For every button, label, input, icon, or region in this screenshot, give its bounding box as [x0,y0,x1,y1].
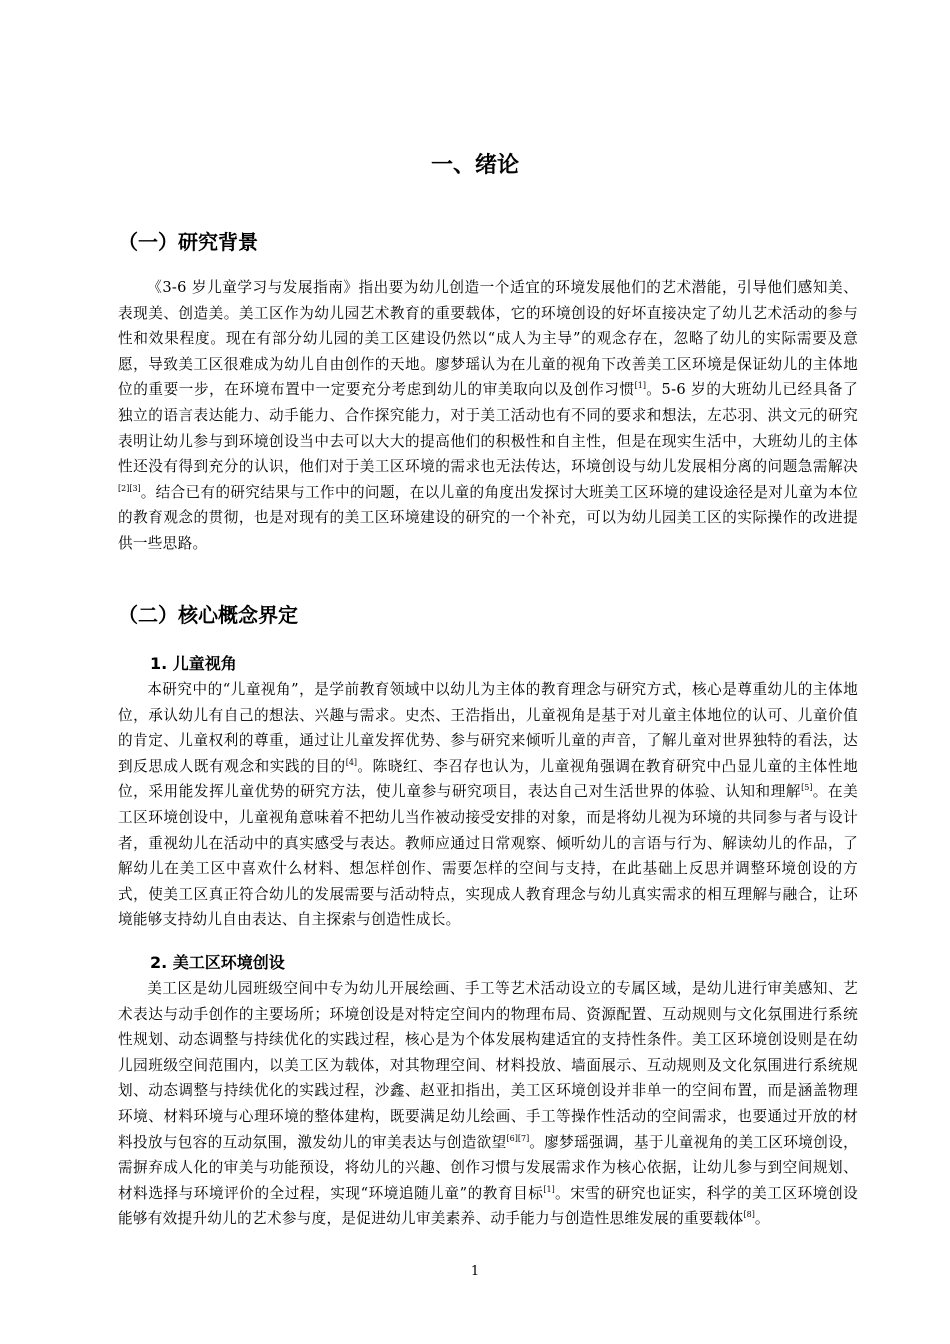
paragraph-research-background [118,275,858,557]
section-title-research-background: （一）研究背景 [118,230,258,254]
citation-ref: [1] [634,381,646,391]
chapter-title: 一、绪论 [430,153,519,178]
citation-ref: [5] [801,783,813,793]
paragraph-text: 。结合已有的研究结果与工作中的问题，在以儿童的角度出发探讨大班美工区环境的建设途径是对儿童为本位的教育观念的贯彻，也是对现有的美工区环境建设的研究的一个补充，可以为幼儿园美工区的实际操作的改进提供一些思路。 [118,483,858,552]
paragraph-text: 美工区是幼儿园班级空间中专为幼儿开展绘画、手工等艺术活动设立的专属区域，是幼儿进行审美感知、艺术表达与动手创作的主要场所；环境创设是对特定空间内的物理布局、资源配置、互动规则与文化氛围进行系统性规划、动态调整与持续优化的实践过程，核心是为个体发展构建适宜的支持性条件。美工区环境创设则是在幼儿园班级空间范围内，以美工区为载体，对其物理空间、材料投放、墙面展示、互动规则及文化氛围进行系统规划、动态调整与持续优化的实践过程，沙鑫、赵亚扣指出，美工区环境创设并非单一的空间布置，而是涵盖物理环境、材料环境与心理环境的整体建构，既要满足幼儿绘画、手工等操作性活动的空间需求，也要通过开放的材料投放与包容的互动氛围，激发幼儿的审美表达与创造欲望 [118,980,858,1151]
paragraph-art-area-environment [118,976,858,1232]
paragraph-text: 。在美工区环境创设中，儿童视角意味着不把幼儿当作被动接受安排的对象，而是将幼儿视为环境的共同参与者与设计者，重视幼儿在活动中的真实感受与表达。教师应通过日常观察、倾听幼儿的言语与行为、解读幼儿的作品，了解幼儿在美工区中喜欢什么材料、想怎样创作、需要怎样的空间与支持，在此基础上反思并调整环境创设的方式，使美工区真正符合幼儿的发展需要与活动特点，实现成人教育理念与幼儿真实需求的相互理解与融合，让环境能够支持幼儿自由表达、自主探索与创造性成长。 [118,783,858,929]
citation-ref: [8] [743,1210,755,1220]
paragraph-child-perspective [118,677,858,933]
subsection-title-art-area-environment: 2. 美工区环境创设 [150,953,285,972]
citation-ref: [4] [345,757,358,767]
citation-ref: [1] [543,1184,555,1194]
paragraph-text: 。宋雪的研究也证实，科学的美工区环境创设能够有效提升幼儿的艺术参与度，是促进幼儿审美素养、动手能力与创造性思维发展的重要载体 [118,1184,858,1228]
citation-ref: [2][3] [118,483,141,493]
paragraph-text: 。廖梦瑶强调，基于儿童视角的美工区环境创设，需摒弃成人化的审美与功能预设，将幼儿的兴趣、创作习惯与发展需求作为核心依据，让幼儿参与到空间规划、材料选择与环境评价的全过程，实现“环境追随儿童”的教育目标 [118,1133,858,1202]
paragraph-text: 。陈晓红、李召存也认为，儿童视角强调在教育研究中凸显儿童的主体性地位，采用能发挥儿童优势的研究方法，使儿童参与研究项目，表达自己对生活世界的体验、认知和理解 [118,757,858,801]
page-number: 1 [470,1264,480,1279]
section-title-core-concepts: （二）核心概念界定 [118,603,298,627]
paragraph-text: 本研究中的“儿童视角”，是学前教育领域中以幼儿为主体的教育理念与研究方式，核心是尊重幼儿的主体地位，承认幼儿有自己的想法、兴趣与需求。史杰、王浩指出，儿童视角是基于对儿童主体地位的认可、儿童价值的肯定、儿童权利的尊重，通过让儿童发挥优势、参与研究来倾听儿童的声音，了解儿童对世界独特的看法，达到反思成人既有观念和实践的目的 [118,681,858,775]
paragraph-text: 。5-6 岁的大班幼儿已经具备了独立的语言表达能力、动手能力、合作探究能力，对于美工活动也有不同的要求和想法，左芯羽、洪文元的研究表明让幼儿参与到环境创设当中去可以大大的提高他们的积极性和自主性，但是在现实生活中，大班幼儿的主体性还没有得到充分的认识，他们对于美工区环境的需求也无法传达，环境创设与幼儿发展相分离的问题急需解决 [118,381,858,476]
subsection-title-child-perspective: 1. 儿童视角 [150,654,237,673]
paragraph-text: 。 [754,1210,770,1228]
citation-ref: [6][7] [506,1133,530,1143]
paragraph-text: 《3-6 岁儿童学习与发展指南》指出要为幼儿创造一个适宜的环境发展他们的艺术潜能，引导他们感知美、表现美、创造美。美工区作为幼儿园艺术教育的重要载体，它的环境创设的好坏直接决定了幼儿艺术活动的参与性和效果程度。现在有部分幼儿园的美工区建设仍然以“成人为主导”的观念存在，忽略了幼儿的实际需要及意愿，导致美工区很难成为幼儿自由创作的天地。廖梦瑶认为在儿童的视角下改善美工区环境是保证幼儿的主体地位的重要一步，在环境布置中一定要充分考虑到幼儿的审美取向以及创作习惯 [118,279,858,399]
